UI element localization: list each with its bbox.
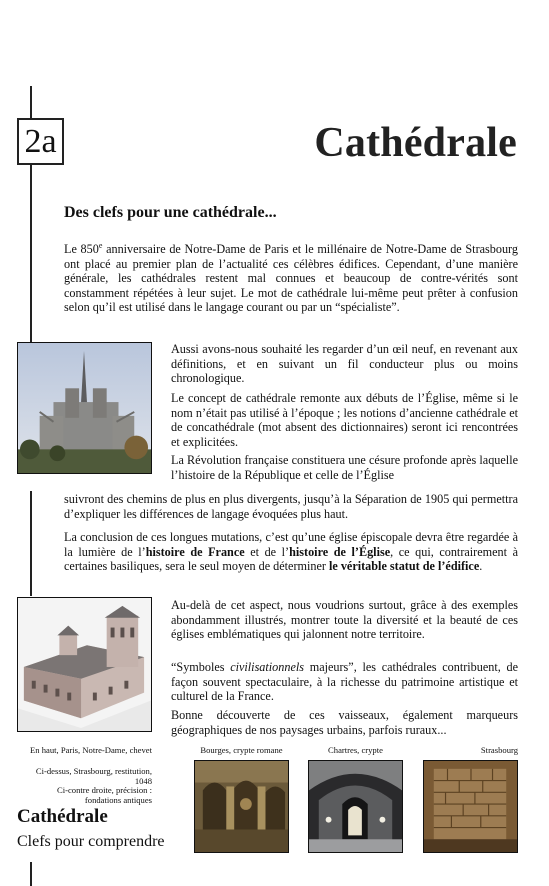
body-paragraph: La conclusion de ces longues mutations, c’est qu’une église épiscopale devra être regardée à la lumière de l’histoire de France et de l’histoire de l’Église, ce qui, contrairement à certaines basiliques, sera le seul moyen de déterminer le véritable statut de l’édifice.	[64, 530, 518, 574]
body-paragraph: Le concept de cathédrale remonte aux débuts de l’Église, même si le nom n’était pas utilisé à l’époque ; les notions d’ancienne cathédrale et de concathédrale (mot absent des dictionnaires) seront ici rencontrées et explicitées.	[171, 391, 518, 449]
section-subtitle: Des clefs pour une cathédrale...	[64, 204, 277, 221]
section-number: 2a	[17, 118, 64, 165]
body-paragraph: La Révolution française constituera une césure profonde après laquelle l’histoire de la République et celle de l’Église	[171, 453, 518, 482]
caption-paris: En haut, Paris, Notre-Dame, chevet	[30, 745, 152, 755]
vertical-rule	[30, 165, 32, 343]
bourges-crypt-photo	[194, 760, 289, 853]
caption-chartres: Chartres, crypte	[328, 745, 383, 755]
footer-subtitle: Clefs pour comprendre	[17, 833, 165, 850]
body-paragraph: Au-delà de cet aspect, nous voudrions surtout, grâce à des exemples abondamment illustrés, montrer toute la diversité et la beauté de ces églises emblématiques qui jalonnent notre territoire.	[171, 598, 518, 642]
strasbourg-model-photo	[17, 597, 152, 732]
vertical-rule	[30, 862, 32, 886]
intro-paragraph: Le 850e anniversaire de Notre-Dame de Paris et le millénaire de Notre-Dame de Strasbourg ont placé au premier plan de l’actualité ces célèbres édifices. Cependant, d’une manière générale, les cathédrales restent mal connues et beaucoup de contre-vérités sont constamment répétées à leur sujet. Le mot de cathédrale lui-même peut prêter à confusion selon qu’il est utilisé dans le langage courant ou par un “spécialiste”.	[64, 240, 518, 315]
body-paragraph: Aussi avons-nous souhaité les regarder d’un œil neuf, en revenant aux définitions, et en suivant un fil conducteur plus ou moins chronologique.	[171, 342, 518, 386]
caption-strasbourg: Ci-dessus, Strasbourg, restitution, 1048	[35, 766, 152, 786]
strasbourg-foundations-photo	[423, 760, 518, 853]
page-title: Cathédrale	[314, 120, 517, 166]
body-paragraph: suivront des chemins de plus en plus divergents, jusqu’à la Séparation de 1905 qui permettra d’expliquer les différences de langage évoquées plus haut.	[64, 492, 518, 521]
vertical-rule	[30, 86, 32, 118]
body-paragraph: Bonne découverte de ces vaisseaux, également marqueurs géographiques de nos paysages urbains, parfois ruraux...	[171, 708, 518, 737]
footer-title: Cathédrale	[17, 806, 108, 827]
chartres-crypt-photo	[308, 760, 403, 853]
caption-foundations: Ci-contre droite, précision : fondations antiques	[57, 785, 152, 805]
caption-strasbourg-foundations: Strasbourg	[480, 745, 518, 755]
notre-dame-paris-photo	[17, 342, 152, 474]
vertical-rule	[30, 491, 32, 596]
caption-bourges: Bourges, crypte romane	[200, 745, 283, 755]
body-paragraph: “Symboles civilisationnels majeurs”, les cathédrales contribuent, de façon souvent spectaculaire, à la richesse du patrimoine artistique et culturel de la France.	[171, 660, 518, 704]
